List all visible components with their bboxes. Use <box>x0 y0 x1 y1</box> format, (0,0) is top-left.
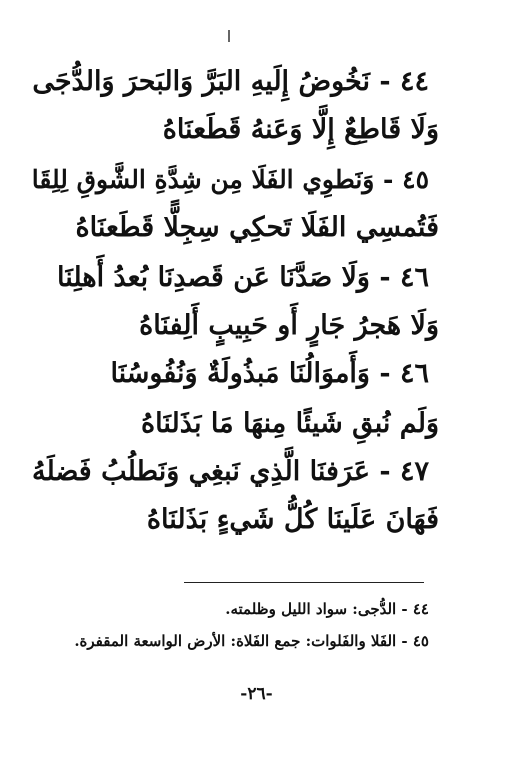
footnote-44: ٤٤ - الدُّجى: سواد الليل وظلمته. <box>225 600 429 618</box>
footnote-45: ٤٥ - الفَلا والفَلوات: جمع الفَلاة: الأرض الواسعة المقفرة. <box>74 632 429 650</box>
verse-line-46b-second-hemistich: وَلَم نُبقِ شَيئًا مِنهَا مَا بَذَلنَاهُ <box>141 408 439 439</box>
verse-line-44-second-hemistich: وَلَا قَاطِعٌ إِلَّا وَعَنهُ قَطَعنَاهُ <box>162 114 439 145</box>
verse-line-47-first-hemistich: ٤٧ - عَرَفنَا الَّذِي نَبغِي وَنَطلُبُ فَضلَهُ <box>31 456 429 487</box>
verse-line-46b-first-hemistich: ٤٦ - وَأَموَالُنَا مَبذُولَةٌ وَنُفُوسُنَا <box>110 358 429 389</box>
verse-line-47-second-hemistich: فَهَانَ عَلَينَا كُلُّ شَيءٍ بَذَلنَاهُ <box>146 504 439 535</box>
verse-line-46-second-hemistich: وَلَا هَجرُ جَارٍ أَو حَبِيبٍ أَلِفنَاهُ <box>139 310 439 341</box>
footnote-divider <box>184 582 424 583</box>
verse-line-46-first-hemistich: ٤٦ - وَلَا صَدَّنَا عَن قَصدِنَا بُعدُ أَهلِنَا <box>57 262 429 293</box>
scan-mark <box>228 30 230 42</box>
verse-line-45-first-hemistich: ٤٥ - وَنَطوِي الفَلَا مِن شِدَّةِ الشَّوقِ لِلِقَا <box>31 165 429 194</box>
verse-line-44-first-hemistich: ٤٤ - نَخُوضُ إِلَيهِ البَرَّ وَالبَحرَ وَالدُّجَى <box>32 66 429 97</box>
verse-line-45-second-hemistich: فَتُمسِي الفَلَا تَحكِي سِجِلًّا قَطَعنَاهُ <box>75 212 439 243</box>
page-number: -٢٦- <box>240 684 273 704</box>
